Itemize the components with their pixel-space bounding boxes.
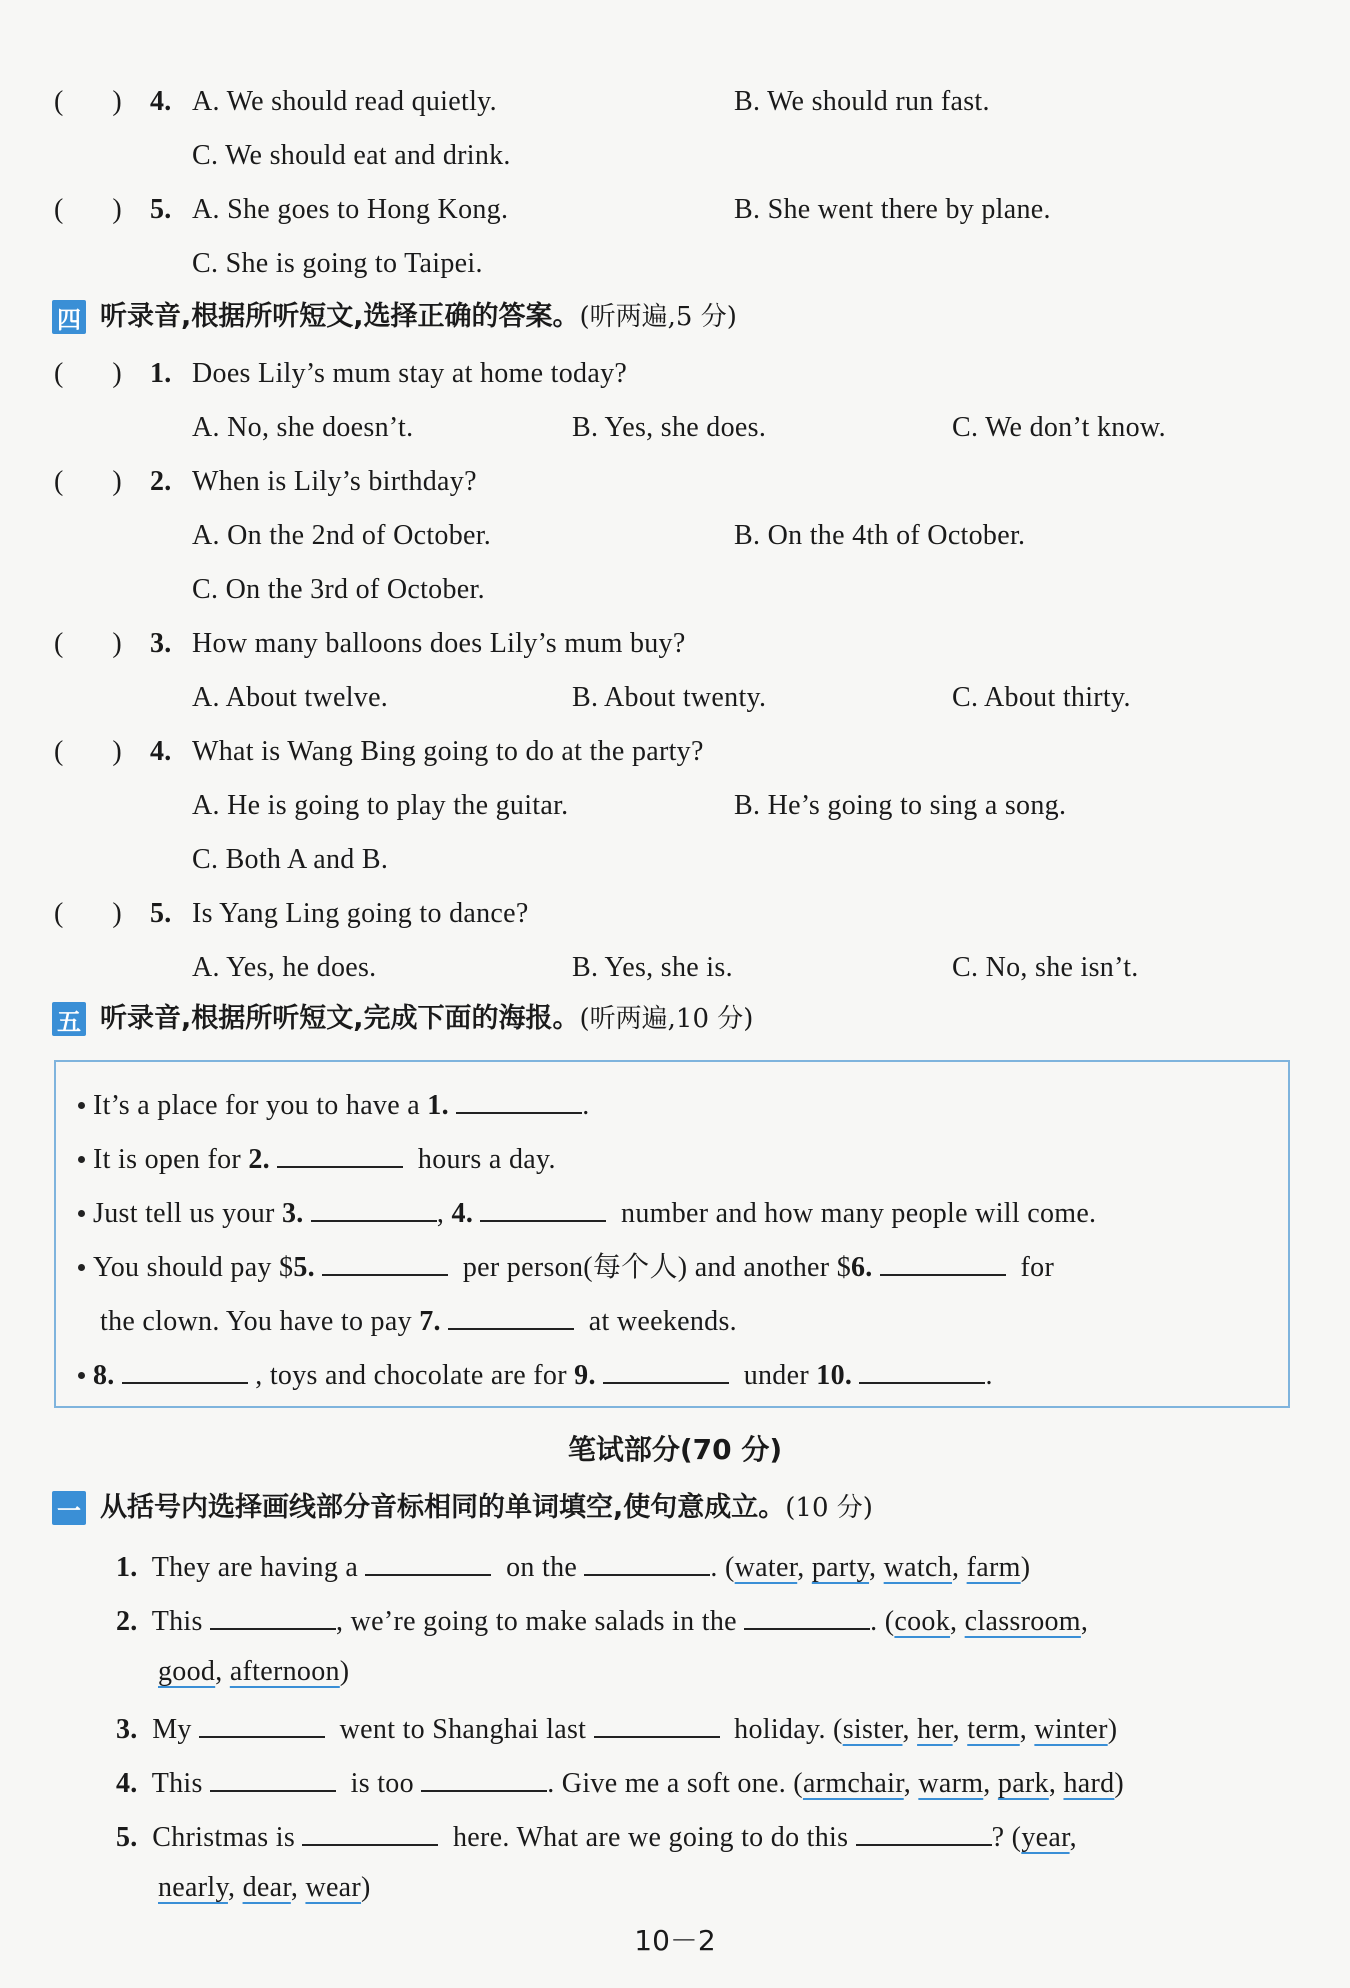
word-option: warm	[918, 1768, 984, 1799]
item-text: This	[151, 1606, 203, 1637]
item-text: My	[152, 1714, 192, 1745]
poster-text: the clown. You have to pay	[100, 1306, 412, 1337]
blank-number: 4.	[451, 1198, 474, 1229]
option-a: A. He is going to play the guitar.	[192, 790, 569, 821]
item-number: 4.	[116, 1768, 138, 1799]
question-text: When is Lily’s birthday?	[192, 466, 477, 497]
item-text: Christmas is	[152, 1822, 296, 1853]
word-option: afternoon	[229, 1656, 340, 1687]
page-number: 10－2	[634, 1924, 716, 1957]
poster-text: per person(每个人) and another $	[462, 1252, 851, 1283]
answer-blank[interactable]	[603, 1354, 729, 1384]
section-badge: 一	[52, 1491, 86, 1525]
question-text: Is Yang Ling going to dance?	[192, 898, 529, 929]
section-badge: 四	[52, 300, 86, 334]
answer-blank[interactable]	[302, 1816, 438, 1846]
poster-text: hours a day.	[417, 1144, 556, 1175]
question-number: 1.	[150, 358, 172, 389]
bullet-icon	[78, 1264, 85, 1271]
answer-blank[interactable]	[365, 1546, 491, 1576]
option-b: B. Yes, she is.	[572, 952, 733, 983]
answer-paren[interactable]: ( )	[54, 898, 122, 929]
word-option: party	[811, 1552, 870, 1583]
item-text: here. What are we going to do this	[452, 1822, 849, 1853]
poster-text: It is open for	[93, 1144, 242, 1175]
written-part-title: 笔试部分(70 分)	[567, 1433, 783, 1466]
answer-blank[interactable]	[856, 1816, 992, 1846]
word-option: watch	[883, 1552, 953, 1583]
poster-line	[78, 1138, 556, 1178]
option-b: B. She went there by plane.	[734, 194, 1051, 225]
option-c: C. On the 3rd of October.	[192, 574, 485, 605]
blank-number: 1.	[427, 1090, 449, 1121]
word-option: wear	[305, 1872, 362, 1903]
poster-text: under	[743, 1360, 809, 1391]
word-option: hard	[1063, 1768, 1115, 1799]
word-option: water	[734, 1552, 798, 1583]
blank-number: 10.	[816, 1360, 853, 1391]
option-a: A. She goes to Hong Kong.	[192, 194, 509, 225]
option-b: B. On the 4th of October.	[734, 520, 1026, 551]
answer-paren[interactable]: ( )	[54, 628, 122, 659]
answer-blank[interactable]	[594, 1708, 720, 1738]
word-option: good	[158, 1656, 216, 1687]
word-option: farm	[966, 1552, 1021, 1583]
question-number: 4.	[150, 86, 172, 117]
bullet-icon	[78, 1372, 85, 1379]
answer-paren[interactable]: ( )	[54, 736, 122, 767]
option-b: B. About twenty.	[572, 682, 767, 713]
item-number: 2.	[116, 1606, 138, 1637]
question-number: 5.	[150, 898, 172, 929]
blank-number: 9.	[574, 1360, 596, 1391]
poster-text: It’s a place for you to have a	[93, 1090, 420, 1121]
option-c: C. About thirty.	[952, 682, 1131, 713]
section-title	[100, 299, 737, 335]
fill-item-cont: nearly, dear, wear)	[158, 1872, 371, 1903]
question-text: How many balloons does Lily’s mum buy?	[192, 628, 686, 659]
item-number: 5.	[116, 1822, 138, 1853]
item-number: 3.	[116, 1714, 138, 1745]
option-a: A. We should read quietly.	[192, 86, 497, 117]
poster-line	[78, 1246, 1054, 1286]
fill-item: 3. My went to Shanghai last holiday. (sister, her, term, winter)	[116, 1708, 1117, 1748]
poster-line	[100, 1300, 737, 1340]
item-text: They are having a	[151, 1552, 359, 1583]
item-text: holiday.	[734, 1714, 826, 1745]
fill-item: 5. Christmas is here. What are we going to do this ? (year,	[116, 1816, 1077, 1856]
word-option: park	[997, 1768, 1049, 1799]
word-option: armchair	[802, 1768, 904, 1799]
word-option: year	[1021, 1822, 1070, 1853]
question-text: What is Wang Bing going to do at the party?	[192, 736, 704, 767]
section-title-text: 听录音,根据所听短文,完成下面的海报。	[100, 1003, 580, 1034]
item-number: 1.	[116, 1552, 138, 1583]
option-c: C. Both A and B.	[192, 844, 389, 875]
blank-number: 7.	[419, 1306, 441, 1337]
answer-blank[interactable]	[584, 1546, 710, 1576]
poster-text: for	[1020, 1252, 1055, 1283]
blank-number: 8.	[93, 1360, 115, 1391]
section-badge: 五	[52, 1002, 86, 1036]
option-c: C. We should eat and drink.	[192, 140, 511, 171]
option-a: A. About twelve.	[192, 682, 389, 713]
section-note: (听两遍,5 分)	[579, 302, 737, 332]
fill-item-cont: good, afternoon)	[158, 1656, 350, 1687]
answer-blank[interactable]	[210, 1600, 336, 1630]
section-title	[100, 1001, 753, 1037]
question-number: 3.	[150, 628, 172, 659]
word-option: nearly	[158, 1872, 228, 1903]
answer-blank[interactable]	[880, 1246, 1006, 1276]
item-text: , we’re going to make salads in the	[336, 1606, 737, 1637]
blank-number: 3.	[281, 1198, 304, 1229]
word-option: sister	[842, 1714, 903, 1745]
bullet-icon	[78, 1210, 85, 1217]
question-text: Does Lily’s mum stay at home today?	[192, 358, 628, 389]
poster-text: Just tell us your	[93, 1198, 275, 1229]
item-text: went to Shanghai last	[339, 1714, 587, 1745]
fill-item: 2. This , we’re going to make salads in the . (cook, classroom,	[116, 1600, 1088, 1640]
option-a: A. On the 2nd of October.	[192, 520, 492, 551]
word-option: dear	[242, 1872, 291, 1903]
answer-blank[interactable]	[122, 1354, 248, 1384]
fill-item: 4. This is too . Give me a soft one. (armchair, warm, park, hard)	[116, 1762, 1124, 1802]
poster-line: 8. , toys and chocolate are for 9. under 10. .	[78, 1354, 993, 1394]
poster-text: at weekends.	[588, 1306, 737, 1337]
answer-blank[interactable]	[311, 1192, 437, 1222]
item-text: on the	[506, 1552, 578, 1583]
option-b: B. Yes, she does.	[572, 412, 767, 443]
answer-paren[interactable]: ( )	[54, 194, 122, 225]
poster-text: number and how many people will come.	[621, 1198, 1097, 1229]
item-text: is too	[350, 1768, 414, 1799]
item-text: . Give me a soft one.	[547, 1768, 786, 1799]
option-b: B. We should run fast.	[734, 86, 990, 117]
poster-line: Just tell us your 3. , 4. number and how many people will come.	[78, 1192, 1096, 1232]
answer-paren[interactable]: ( )	[54, 86, 122, 117]
bullet-icon	[78, 1102, 85, 1109]
section-note: (10 分)	[785, 1493, 873, 1523]
section-title-text: 从括号内选择画线部分音标相同的单词填空,使句意成立。	[100, 1492, 786, 1523]
poster-text: You should pay $	[93, 1252, 294, 1283]
option-a: A. Yes, he does.	[192, 952, 377, 983]
section-note: (听两遍,10 分)	[579, 1004, 754, 1034]
blank-number: 5.	[293, 1252, 315, 1283]
poster-text: , toys and chocolate are for	[255, 1360, 567, 1391]
bullet-icon	[78, 1156, 85, 1163]
word-option: term	[967, 1714, 1020, 1745]
word-option: cook	[894, 1606, 951, 1637]
option-c: C. We don’t know.	[952, 412, 1166, 443]
word-option: winter	[1034, 1714, 1108, 1745]
poster-line: It’s a place for you to have a 1. .	[78, 1084, 590, 1124]
option-c: C. No, she isn’t.	[952, 952, 1139, 983]
answer-blank[interactable]	[744, 1600, 870, 1630]
blank-number: 6.	[851, 1252, 873, 1283]
question-number: 2.	[150, 466, 172, 497]
word-option: her	[917, 1714, 953, 1745]
question-number: 4.	[150, 736, 172, 767]
fill-item: 1. They are having a on the . (water, party, watch, farm)	[116, 1546, 1030, 1586]
option-b: B. He’s going to sing a song.	[734, 790, 1067, 821]
option-a: A. No, she doesn’t.	[192, 412, 414, 443]
section-title-text: 听录音,根据所听短文,选择正确的答案。	[100, 301, 580, 332]
answer-blank[interactable]	[859, 1354, 985, 1384]
question-number: 5.	[150, 194, 172, 225]
option-c: C. She is going to Taipei.	[192, 248, 483, 279]
word-option: classroom	[964, 1606, 1081, 1637]
blank-number: 2.	[248, 1144, 270, 1175]
item-text: This	[151, 1768, 203, 1799]
answer-blank[interactable]	[322, 1246, 448, 1276]
answer-blank[interactable]	[480, 1192, 606, 1222]
section-title	[100, 1490, 873, 1526]
answer-blank[interactable]	[210, 1762, 336, 1792]
answer-blank[interactable]	[199, 1708, 325, 1738]
answer-blank[interactable]	[456, 1084, 582, 1114]
answer-blank[interactable]	[448, 1300, 574, 1330]
answer-blank[interactable]	[277, 1138, 403, 1168]
answer-paren[interactable]: ( )	[54, 466, 122, 497]
answer-blank[interactable]	[421, 1762, 547, 1792]
answer-paren[interactable]: ( )	[54, 358, 122, 389]
